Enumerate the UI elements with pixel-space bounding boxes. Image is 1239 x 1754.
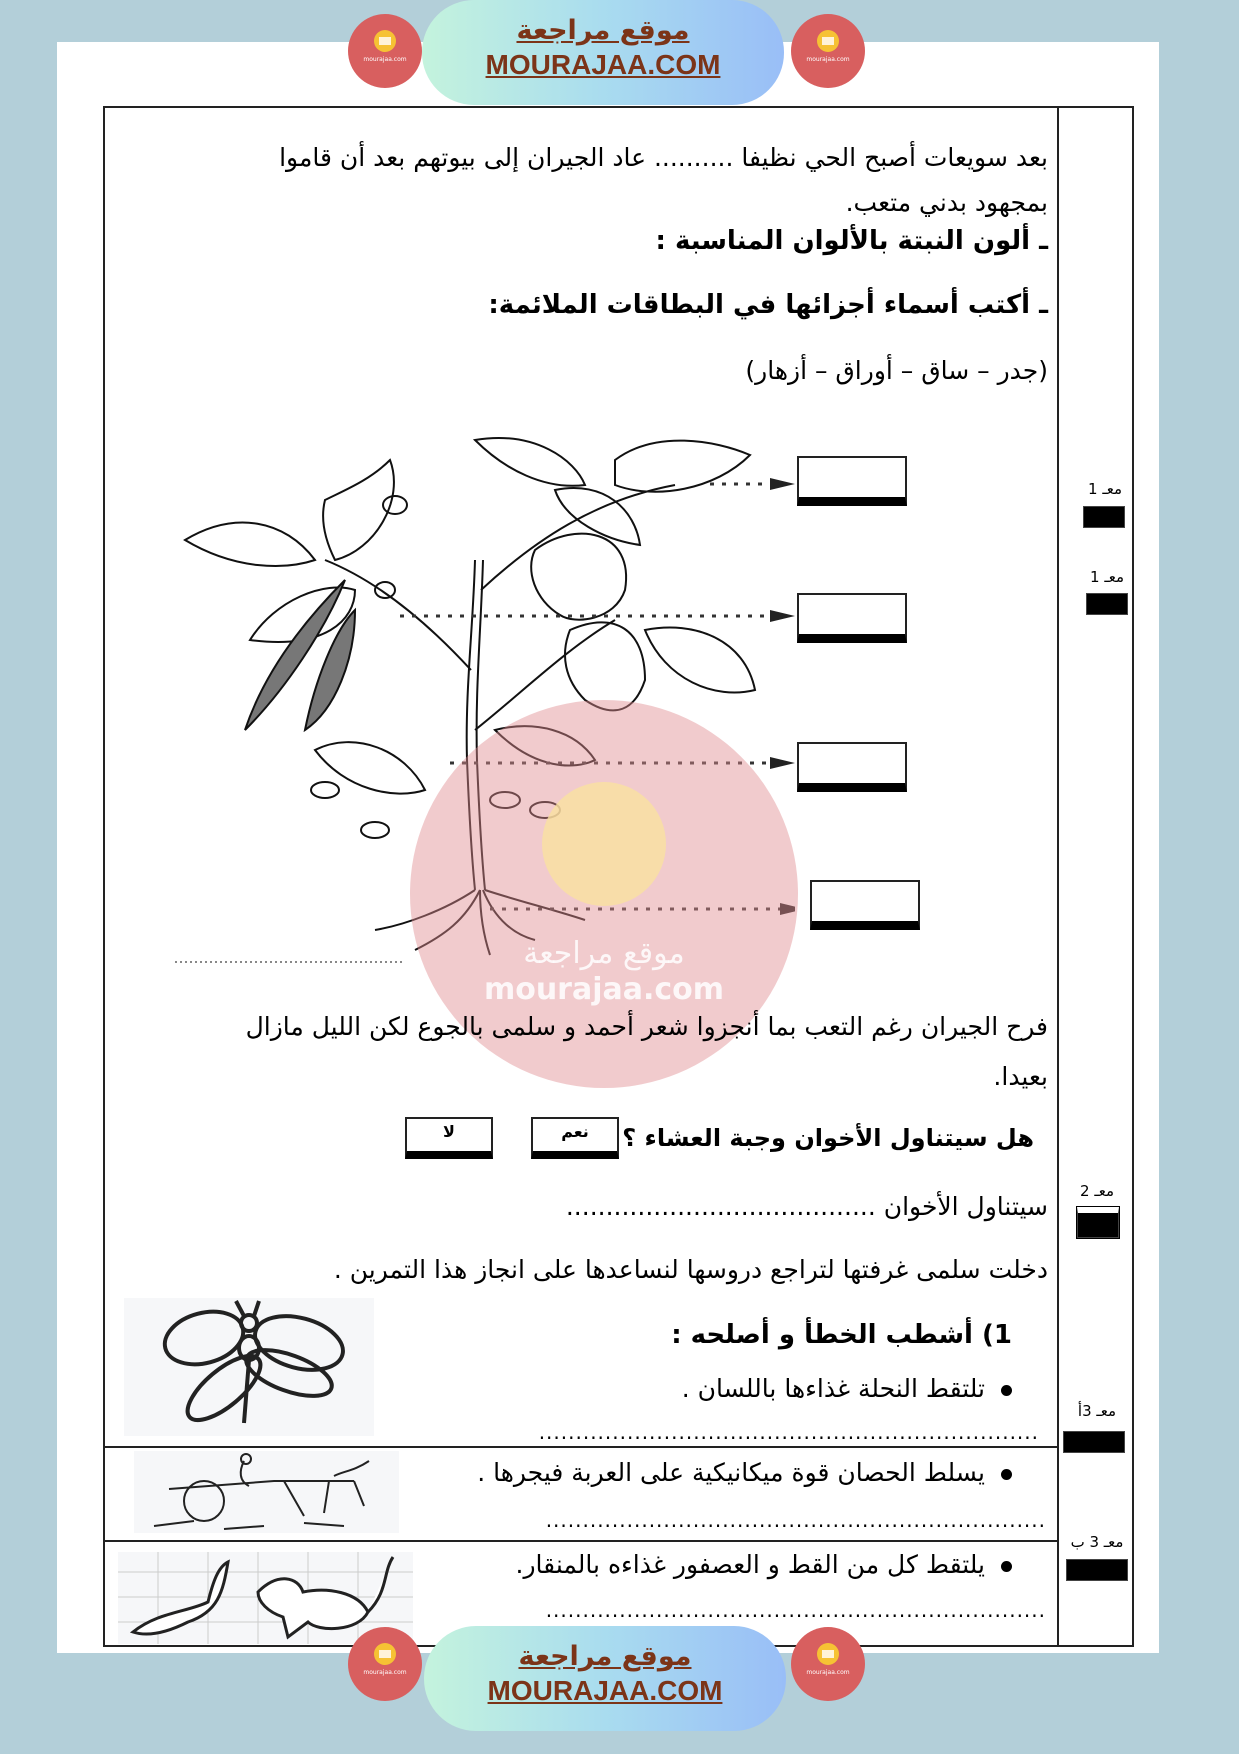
answer-no-box[interactable] xyxy=(405,1117,493,1159)
intro-line-1: بعد سويعات أصبح الحي نظيفا .......... عاد الجيران إلى بيوتهم بعد أن قاموا xyxy=(279,143,1048,172)
badge-text: mourajaa.com xyxy=(806,56,850,63)
paragraph-2-line-2: بعيدا. xyxy=(993,1062,1048,1091)
plant-label-box-4[interactable] xyxy=(810,880,920,930)
score-box-2[interactable] xyxy=(1086,593,1128,615)
score-box-3[interactable] xyxy=(1077,1207,1119,1238)
logo-badge-left-bottom xyxy=(348,1627,422,1701)
watermark-arabic: موقع مراجعة xyxy=(523,936,685,971)
plant-label-box-3[interactable] xyxy=(797,742,907,792)
score-label-2: معـ 1 xyxy=(1090,568,1124,586)
logo-badge-right-top xyxy=(791,14,865,88)
bullet-icon xyxy=(1001,1385,1012,1396)
score-box-4[interactable] xyxy=(1063,1431,1125,1453)
book-icon xyxy=(542,782,666,906)
score-label-5: معـ 3 ب xyxy=(1070,1533,1124,1551)
exercise-item-1-answer-line[interactable]: .................................................................... xyxy=(538,1420,1039,1444)
paragraph-2-line-1: فرح الجيران رغم التعب بما أنجزوا شعر أحمد و سلمى بالجوع لكن الليل مازال xyxy=(245,1012,1048,1041)
score-column-divider xyxy=(1057,106,1059,1647)
score-box-5[interactable] xyxy=(1066,1559,1128,1581)
instruction-color: ـ ألون النبتة بالألوان المناسبة : xyxy=(655,226,1048,256)
badge-text: mourajaa.com xyxy=(363,1669,407,1676)
banner-english: MOURAJAA.COM xyxy=(487,1675,723,1706)
row-divider xyxy=(103,1446,1059,1448)
banner-arabic: موقع مراجعة xyxy=(518,1641,692,1672)
logo-badge-right-bottom xyxy=(791,1627,865,1701)
site-banner-top[interactable] xyxy=(422,0,784,105)
book-icon xyxy=(817,1643,839,1665)
dinner-question: هل سيتناول الأخوان وجبة العشاء ؟ xyxy=(622,1124,1034,1152)
score-label-4: معـ 3أ xyxy=(1077,1402,1117,1420)
exercise-title: 1) أشطب الخطأ و أصلحه : xyxy=(671,1320,1012,1350)
exercise-item-3: يلتقط كل من القط و العصفور غذاءه بالمنقار. xyxy=(516,1550,1012,1579)
book-icon xyxy=(374,1643,396,1665)
bee-drawing xyxy=(124,1298,374,1436)
exercise-item-1: تلتقط النحلة غذاءها باللسان . xyxy=(682,1374,1012,1403)
score-label-1: معـ 1 xyxy=(1088,480,1122,498)
exercise-item-2: يسلط الحصان قوة ميكانيكية على العربة فيجرها . xyxy=(477,1458,1012,1487)
banner-english: MOURAJAA.COM xyxy=(485,49,721,80)
score-label-3: معـ 2 xyxy=(1080,1182,1114,1200)
row-divider xyxy=(103,1540,1059,1542)
logo-badge-left-top xyxy=(348,14,422,88)
parts-options: (جدر – ساق – أوراق – أزهار) xyxy=(745,356,1048,385)
exercise-item-3-answer-line[interactable]: .................................................................... xyxy=(545,1598,1046,1622)
banner-arabic: موقع مراجعة xyxy=(516,15,690,46)
book-icon xyxy=(374,30,396,52)
book-icon xyxy=(817,30,839,52)
exercise-item-2-answer-line[interactable]: .................................................................... xyxy=(545,1508,1046,1532)
bee-icon xyxy=(124,1298,374,1436)
horse-cart-drawing xyxy=(134,1451,399,1533)
plant-label-box-1[interactable] xyxy=(797,456,907,506)
answer-line[interactable]: سيتناول الأخوان ....................................... xyxy=(565,1192,1048,1221)
watermark-english: mourajaa.com xyxy=(483,972,725,1007)
intro-line-2: بمجهود بدني متعب. xyxy=(845,188,1048,217)
answer-yes-label: نعم xyxy=(561,1122,589,1141)
answer-yes-box[interactable] xyxy=(531,1117,619,1159)
bullet-icon xyxy=(1001,1561,1012,1572)
instruction-parts: ـ أكتب أسماء أجزائها في البطاقات الملائمة: xyxy=(488,290,1048,320)
score-box-1[interactable] xyxy=(1083,506,1125,528)
site-banner-bottom[interactable] xyxy=(424,1626,786,1731)
paragraph-3: دخلت سلمى غرفتها لتراجع دروسها لنساعدها على انجاز هذا التمرين . xyxy=(333,1255,1048,1284)
plant-label-box-2[interactable] xyxy=(797,593,907,643)
bullet-icon xyxy=(1001,1469,1012,1480)
answer-no-label: لا xyxy=(443,1122,455,1141)
badge-text: mourajaa.com xyxy=(806,1669,850,1676)
horse-cart-icon xyxy=(134,1451,399,1533)
badge-text: mourajaa.com xyxy=(363,56,407,63)
